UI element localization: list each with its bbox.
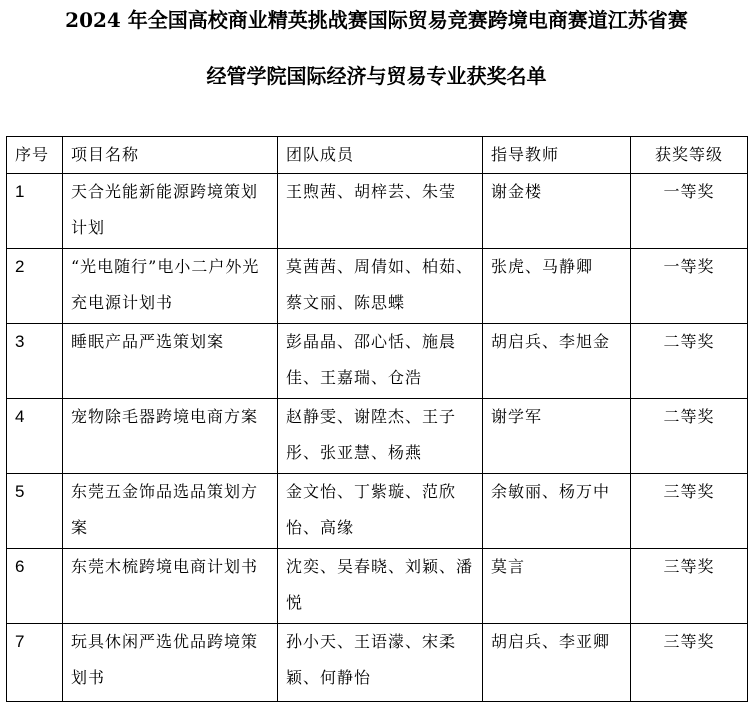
table-row [7, 624, 748, 702]
cell-teacher: 胡启兵、李亚卿 [483, 624, 631, 702]
cell-members: 彭晶晶、邵心恬、施晨佳、王嘉瑞、仓浩 [278, 324, 483, 399]
header-award: 获奖等级 [631, 137, 748, 174]
cell-members: 金文怡、丁紫璇、范欣怡、高缘 [278, 474, 483, 549]
cell-seq: 4 [7, 399, 63, 474]
cell-members: 沈奕、吴春晓、刘颖、潘悦 [278, 549, 483, 624]
table-row [7, 549, 748, 624]
table-header [7, 137, 748, 174]
header-seq: 序号 [7, 137, 63, 174]
cell-project: “光电随行”电小二户外光充电源计划书 [63, 249, 278, 324]
table-row [7, 324, 748, 399]
header-project: 项目名称 [63, 137, 278, 174]
cell-seq: 3 [7, 324, 63, 399]
cell-project: 东莞五金饰品选品策划方案 [63, 474, 278, 549]
cell-seq: 6 [7, 549, 63, 624]
cell-project: 宠物除毛器跨境电商方案 [63, 399, 278, 474]
cell-project: 东莞木梳跨境电商计划书 [63, 549, 278, 624]
cell-award: 一等奖 [631, 174, 748, 249]
cell-award: 二等奖 [631, 324, 748, 399]
table-body [7, 174, 748, 702]
table-header-row [7, 137, 748, 174]
document-title-line-2: 经管学院国际经济与贸易专业获奖名单 [206, 64, 547, 88]
cell-members: 莫茜茜、周倩如、柏茹、蔡文丽、陈思蝶 [278, 249, 483, 324]
award-list-table [6, 136, 748, 702]
cell-project: 睡眠产品严选策划案 [63, 324, 278, 399]
cell-award: 三等奖 [631, 549, 748, 624]
header-teacher: 指导教师 [483, 137, 631, 174]
cell-teacher: 胡启兵、李旭金 [483, 324, 631, 399]
cell-teacher: 谢学军 [483, 399, 631, 474]
table-row [7, 399, 748, 474]
cell-seq: 5 [7, 474, 63, 549]
cell-award: 三等奖 [631, 624, 748, 702]
table-row [7, 474, 748, 549]
cell-award: 三等奖 [631, 474, 748, 549]
cell-award: 一等奖 [631, 249, 748, 324]
cell-project: 天合光能新能源跨境策划计划 [63, 174, 278, 249]
cell-award: 二等奖 [631, 399, 748, 474]
cell-members: 赵静雯、谢陞杰、王子彤、张亚慧、杨燕 [278, 399, 483, 474]
cell-seq: 2 [7, 249, 63, 324]
cell-members: 孙小天、王语濛、宋柔颖、何静怡 [278, 624, 483, 702]
table-row [7, 174, 748, 249]
cell-members: 王煦茜、胡梓芸、朱莹 [278, 174, 483, 249]
cell-seq: 7 [7, 624, 63, 702]
cell-teacher: 余敏丽、杨万中 [483, 474, 631, 549]
cell-seq: 1 [7, 174, 63, 249]
header-members: 团队成员 [278, 137, 483, 174]
cell-teacher: 莫言 [483, 549, 631, 624]
cell-project: 玩具休闲严选优品跨境策划书 [63, 624, 278, 702]
document-title-line-1: 2024 年全国高校商业精英挑战赛国际贸易竞赛跨境电商赛道江苏省赛 [65, 8, 688, 32]
cell-teacher: 张虎、马静卿 [483, 249, 631, 324]
table-row [7, 249, 748, 324]
cell-teacher: 谢金楼 [483, 174, 631, 249]
